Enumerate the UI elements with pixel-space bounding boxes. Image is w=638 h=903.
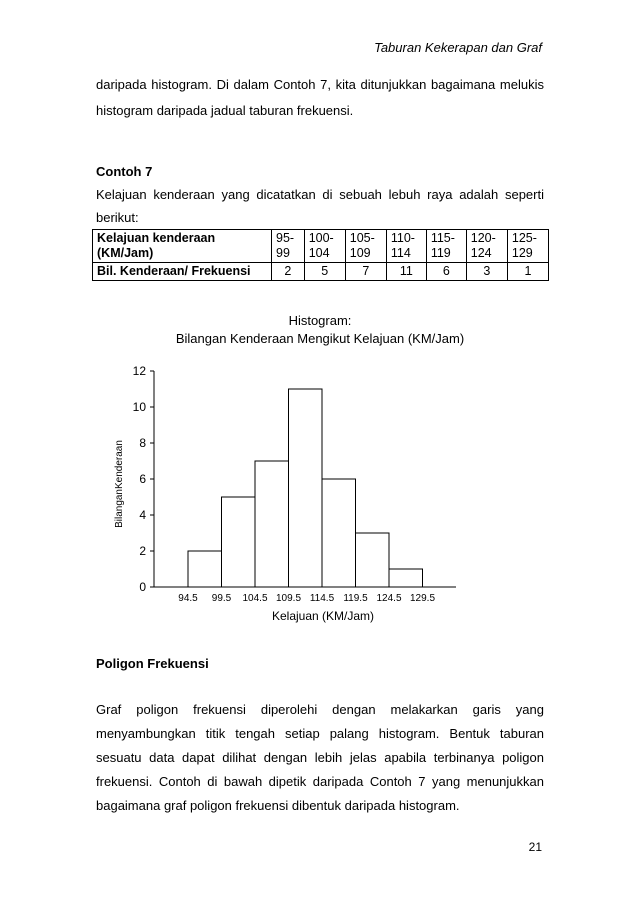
frequency-cell: 1 [507,263,548,281]
class-cell [507,230,548,263]
class-cell [426,230,466,263]
example-line-1: Kelajuan kenderaan yang dicatatkan di sebuah lebuh raya adalah seperti [96,187,544,202]
histogram-title-block [96,312,544,348]
y-axis-title: BilanganKenderaan [114,440,125,528]
running-header: Taburan Kekerapan dan Graf [374,40,542,55]
x-tick-label: 114.5 [309,593,335,604]
class-bottom: 129 [511,246,533,260]
y-tick-label: 12 [132,364,146,378]
y-tick-label: 8 [139,436,146,450]
frequency-cell: 3 [466,263,507,281]
class-bottom: 99 [276,246,290,260]
class-top: 115- [430,231,455,245]
x-tick-label: 109.5 [275,593,302,604]
frequency-row-label: Bil. Kenderaan/ Frekuensi [93,263,272,281]
class-top: 110- [390,231,415,245]
class-bottom: 109 [349,246,371,260]
class-cell [386,230,426,263]
frequency-table [92,229,549,281]
histogram-bar [356,533,390,587]
table-header-label [93,230,272,263]
table-row [93,263,549,281]
y-tick-label: 4 [139,508,146,522]
class-top: 120- [470,231,496,245]
frequency-cell: 11 [386,263,426,281]
histogram-bar [322,479,356,587]
x-tick-label: 99.5 [211,593,232,604]
poligon-heading: Poligon Frekuensi [96,656,209,671]
class-bottom: 114 [390,246,411,260]
y-tick-label: 0 [139,580,146,594]
class-top: 95- [276,231,295,245]
class-top: 100- [308,231,334,245]
histogram-bar [222,497,256,587]
poligon-line-4: frekuensi. Contoh di bawah dipetik daripada Contoh 7 yang menunjukkan [96,774,544,789]
intro-line-2: histogram daripada jadual taburan frekuensi. [96,103,354,118]
header-label-line-1: Kelajuan kenderaan [97,231,216,245]
y-tick-label: 6 [139,472,146,486]
class-cell [304,230,345,263]
frequency-cell: 5 [304,263,345,281]
y-tick-label: 10 [132,400,146,414]
histogram-bar [255,461,289,587]
table-row [93,230,549,263]
frequency-cell: 2 [272,263,305,281]
histogram-bar [289,389,323,587]
x-tick-label: 94.5 [178,593,198,604]
class-bottom: 124 [470,246,492,260]
class-top: 125- [511,231,537,245]
histogram-chart [96,355,544,630]
header-label-line-2: (KM/Jam) [97,246,154,260]
frequency-cell: 6 [426,263,466,281]
frequency-cell: 7 [345,263,386,281]
poligon-line-2: menyambungkan titik tengah setiap palang histogram. Bentuk taburan [96,726,544,741]
class-bottom: 119 [430,246,451,260]
class-cell [345,230,386,263]
x-tick-label: 124.5 [376,593,402,604]
class-cell [272,230,305,263]
intro-line-1: daripada histogram. Di dalam Contoh 7, kita ditunjukkan bagaimana melukis [96,77,544,92]
x-tick-label: 119.5 [343,593,368,604]
page-number: 21 [528,840,542,854]
y-tick-label: 2 [139,544,146,558]
class-top: 105- [349,231,375,245]
histogram-title: Histogram: [288,313,352,328]
class-cell [466,230,507,263]
poligon-line-3: sesuatu data dapat dilihat dengan lebih jelas apabila terbinanya poligon [96,750,544,765]
poligon-line-5: bagaimana graf poligon frekuensi dibentuk daripada histogram. [96,798,460,813]
x-axis-title: Kelajuan (KM/Jam) [271,609,375,623]
poligon-line-1: Graf poligon frekuensi diperolehi dengan melakarkan garis yang [96,702,544,717]
x-tick-label: 129.5 [409,593,436,604]
histogram-subtitle: Bilangan Kenderaan Mengikut Kelajuan (KM/Jam) [175,331,465,346]
histogram-bar [188,551,222,587]
example-line-2: berikut: [96,210,139,225]
example-title: Contoh 7 [96,164,153,179]
x-tick-label: 104.5 [242,593,268,604]
class-bottom: 104 [308,246,330,260]
histogram-bar [389,569,423,587]
